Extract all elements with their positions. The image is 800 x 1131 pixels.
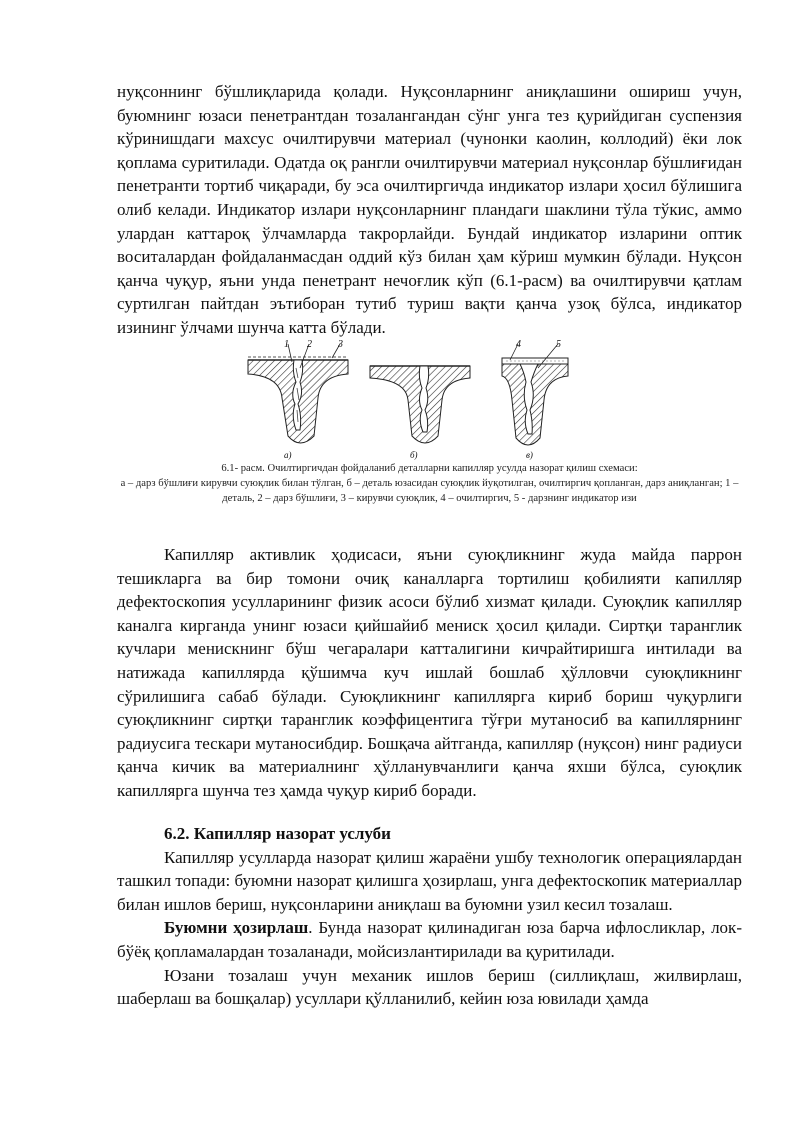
figure-label-5: 5 <box>556 339 561 350</box>
paragraph-2: Капилляр активлик ҳодисаси, яъни суюқликнинг жуда майда паррон тешикларга ва бир томони очиқ каналларга тортилиш қобилияти капилляр дефектоскопия усулларининг физик асоси бўлиб хизмат қилади. Суюқлик капилляр каналга кирганда унинг юзаси қийшайиб мениск ҳосил қилади. Сиртқи таранглик кучлари менискнинг бўш чегаралари катталигини кичрайтиришга интилади ва натижада капиллярда қўшимча куч ишлай бошлаб ҳўлловчи суюқликнинг сўрилишига сабаб бўлади. Суюқликнинг капиллярга кириб бориш чуқурлиги суюқликнинг сиртқи таранглик коэффицентига тўғри мутаносиб ва капиллярнинг радиусига тескари мутаносибдир. Бошқача айтганда, капилляр (нуқсон) нинг радиуси қанча кичик ва материалнинг ҳўлланувчанлиги қанча яхши бўлса, суюқлик капиллярга шунча тез ҳамда чуқур кириб боради. <box>117 545 742 800</box>
caption-legend: а – дарз бўшлиғи кирувчи суюқлик билан тўлган, б – деталь юзасидан суюқлик йуқотилган, очилтиргич қопланган, дарз аниқланган; 1 – деталь, 2 – дарз бўшлиғи, 3 – кирувчи суюқлик, 4 – очилтиргич, 5 - дарзнинг индикатор изи <box>120 478 739 504</box>
figure-part-b <box>370 366 470 443</box>
figure-label-2: 2 <box>307 339 312 350</box>
caption-title: 6.1- расм. Очилтиргичдан фойдаланиб деталларни капилляр усулда назорат қилиш схемаси: <box>221 463 638 474</box>
section-heading: 6.2. Капилляр назорат услуби <box>164 824 391 843</box>
capillary-test-figure <box>240 338 570 460</box>
paragraph-4 <box>117 916 742 963</box>
figure-caption <box>117 461 742 506</box>
detail-c <box>502 364 568 445</box>
paragraph-5: Юзани тозалаш учун механик ишлов бериш (силлиқлаш, жилвирлаш, шаберлаш ва бошқалар) усуллари қўлланилиб, кейин юза ювилади ҳамда <box>117 965 742 1009</box>
figure-label-3: 3 <box>338 339 343 350</box>
figure-part-a <box>248 344 348 443</box>
paragraph-1-block <box>117 80 742 340</box>
figure-label-1: 1 <box>284 339 289 350</box>
figure-part-c <box>502 344 568 445</box>
figure-sublabel-b: б) <box>410 450 418 460</box>
figure-label-4: 4 <box>516 339 521 350</box>
paragraph-4-bold-term: Буюмни ҳозирлаш <box>164 918 309 938</box>
figure-sublabel-c: в) <box>526 450 533 460</box>
paragraph-2-block <box>117 543 742 803</box>
crack-b <box>419 366 428 432</box>
paragraph-1: нуқсоннинг бўшлиқларида қолади. Нуқсонларнинг аниқлашини ошириш учун, буюмнинг юзаси пенетрантдан тозалангандан сўнг унга тез қурийдиган суспензия кўринишдаги махсус очилтирувчи материал (чунонки каолин, коллодий) ёки лок қоплама суритилади. Одатда оқ рангли очилтирувчи материал нуқсонлар бўшлиғидан пенетранти тортиб чиқаради, бу эса очилтиргичда индикатор излари ҳосил бўлишига олиб келади. Индикатор излари нуқсонларнинг пландаги шаклини тўла тўкис, аммо улардан каттароқ ўлчамларда такрорлайди. Бундай индикатор изларини оптик воситалардан фойдаланмасдан оддий кўз билан ҳам кўриш мумкин бўлади. Нуқсон қанча чуқур, яъни унда пенетрант нечоғлик кўп (6.1-расм) ва очилтирувчи қатлам суртилган пайтдан эътиборан тутиб туриш вақти қанча узоқ бўлса, индикатор изининг ўлчами шунча катта бўлади. <box>117 82 742 337</box>
paragraph-3: Капилляр усулларда назорат қилиш жараёни ушбу технологик операциялардан ташкил топади: буюмни назорат қилишга ҳозирлаш, унга дефектоскопик материаллар билан ишлов бериш, нуқсонларини аниқлаш ва буюмни узил кесил тозалаш. <box>117 847 742 914</box>
figure-sublabel-a: а) <box>284 450 292 460</box>
section-block <box>117 822 742 1011</box>
paragraph-4-text: . Бунда назорат қилинадиган юза барча ифлосликлар, лок-бўёқ қопламалардан тозаланади, мойсизлантирилади ва қуритилади. <box>117 918 742 961</box>
